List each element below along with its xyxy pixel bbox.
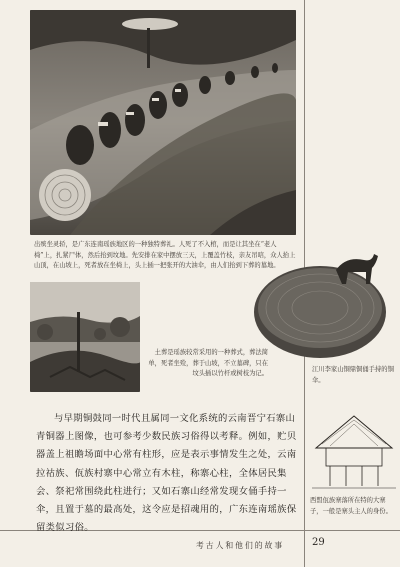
body-paragraph: 与早期铜鼓同一时代且属同一文化系统的云南晋宁石寨山青铜器上图像，也可参考少数民族习俗得以考释。例如，贮贝器盖上祖瞻场面中心常有柱形，应是表示事情发生之处，云南拉祜族、佤族村寨中心常立有木柱，称寨心柱，全体居民集会、祭祀常围绕此柱进行；又如石寨山经常发现女俑手持一伞，且置于墓的最高处，这令应是招魂用的，广东连南瑶族保留类似习俗。: [36, 413, 297, 534]
house-caption: 西盟佤族寨落所在特的大寨子，一般是寨头主人的身份。: [310, 497, 392, 515]
stilt-house-drawing: [312, 408, 396, 494]
procession-caption: 出殡坐灵轿，是广东连南瑶族地区的一种独特葬礼。人死了不入棺，而是让其坐在“老人椅”上，扎紧尸体，然后抬到坟地。先安排在家中摆放三天，上覆盖竹枝，亲友吊唁，众人抬上山顶，在山坡上，死者放在坐椅上，头上插一把张开的大油伞，由人们抬到下葬的墓地。: [34, 241, 296, 269]
burial-mound-photo: [30, 282, 140, 392]
page-number: 29: [312, 537, 325, 548]
bronze-caption: 江川李家山铜鼎铜俑手持的铜伞。: [312, 366, 394, 384]
funeral-procession-photo: [30, 10, 296, 235]
burial-caption: 土葬是瑶族较常采用的一种葬式，葬法简单，死者坐殓，葬于山坡，不立墓碑，只在坟头插以竹杆或树枝为记。: [148, 349, 268, 377]
running-footer-title: 考古人和他们的故事: [196, 541, 285, 550]
